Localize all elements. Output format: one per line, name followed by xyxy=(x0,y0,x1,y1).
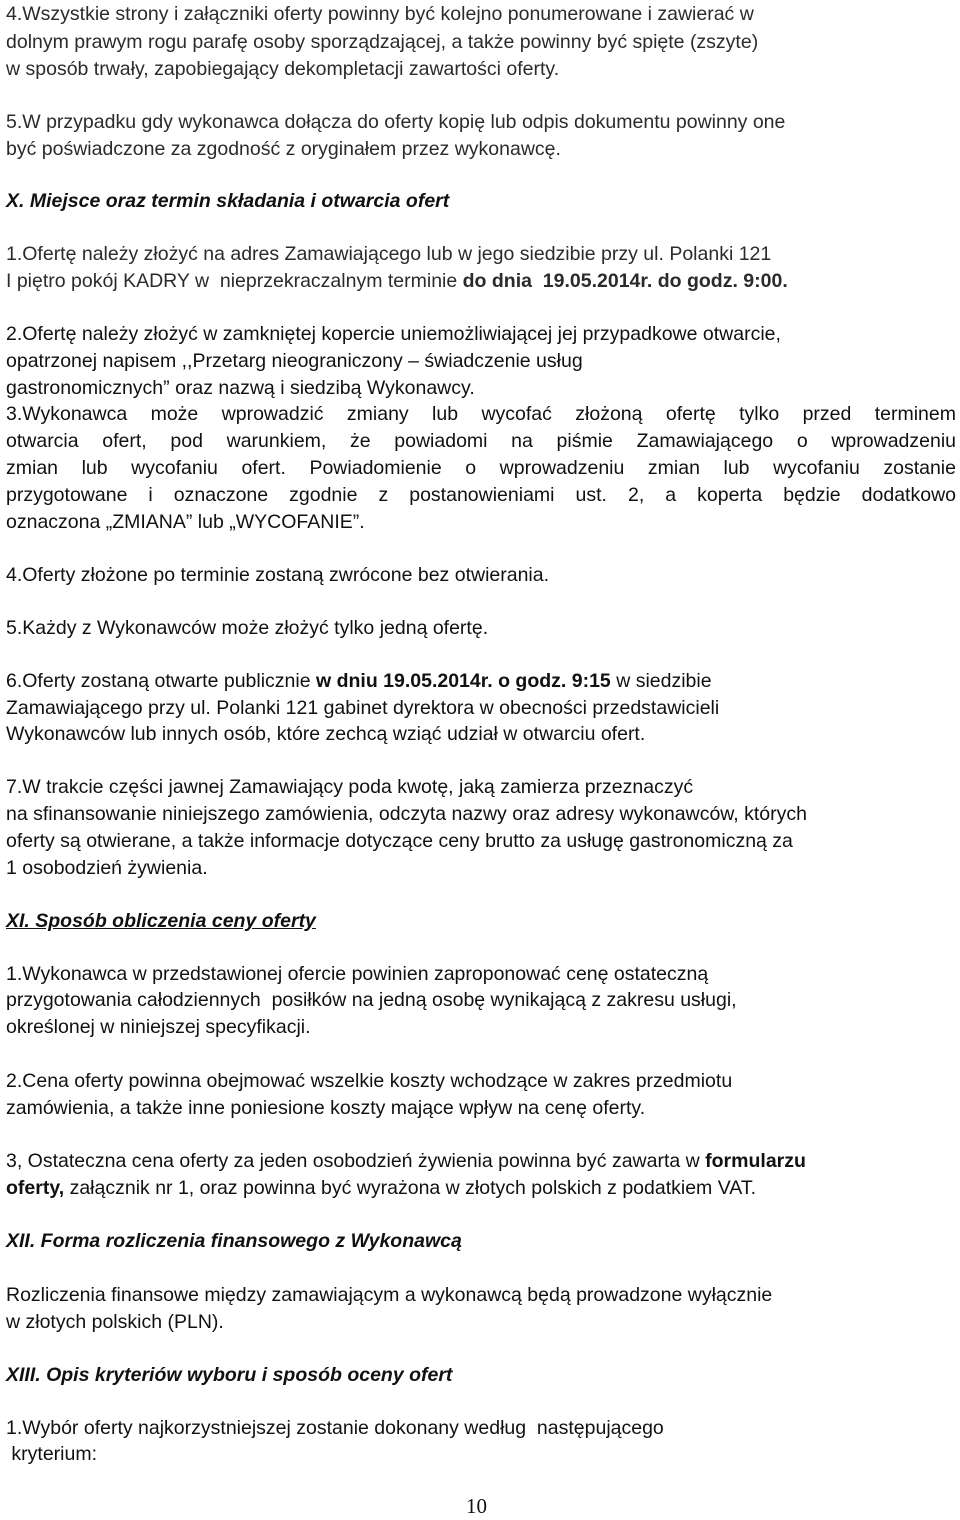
x1-line-1: 1.Ofertę należy złożyć na adres Zamawiającego lub w jego siedzibie przy ul. Polanki 121 xyxy=(6,243,772,265)
x1-line-2-text: I piętro pokój KADRY w nieprzekraczalnym terminie xyxy=(6,270,463,292)
xi1-line-3: określonej w niniejszej specyfikacji. xyxy=(6,1016,311,1038)
x3-line-2: otwarcia ofert, pod warunkiem, że powiadomi na piśmie Zamawiającego o wprowadzeniu xyxy=(6,430,956,452)
xiii1-line-2: kryterium: xyxy=(6,1443,98,1465)
x7-line-1: 7.W trakcie części jawnej Zamawiający poda kwotę, jaką zamierza przeznaczyć xyxy=(6,776,694,798)
x2-line-2: opatrzonej napisem ,,Przetarg nieograniczony – świadczenie usług xyxy=(6,350,583,372)
x1-line-2 xyxy=(6,269,788,295)
xi3-line-2 xyxy=(6,1176,756,1202)
section-x-heading: X. Miejsce oraz termin składania i otwarcia ofert xyxy=(6,190,450,212)
xi1-line-2: przygotowania całodziennych posiłków na jedną osobę wynikającą z zakresu usługi, xyxy=(6,989,737,1011)
x7-line-3: oferty są otwierane, a także informacje dotyczące ceny brutto za usługę gastronomiczną za xyxy=(6,830,793,852)
x6-line-1 xyxy=(6,669,712,695)
xi3-l2-a: oferty, xyxy=(6,1177,65,1199)
p5-line-1: 5.W przypadku gdy wykonawca dołącza do oferty kopię lub odpis dokumentu powinny one xyxy=(6,111,786,133)
page-number: 10 xyxy=(466,1494,487,1518)
x1-deadline: do dnia 19.05.2014r. do godz. 9:00. xyxy=(462,270,788,292)
xi2-line-2: zamówienia, a także inne poniesione koszty mające wpływ na cenę oferty. xyxy=(6,1097,646,1119)
xi2-line-1: 2.Cena oferty powinna obejmować wszelkie koszty wchodzące w zakres przedmiotu xyxy=(6,1070,733,1092)
xi3-line-1 xyxy=(6,1149,806,1175)
x6-line-3: Wykonawców lub innych osób, które zechcą wziąć udział w otwarciu ofert. xyxy=(6,723,646,745)
xiii1-line-1: 1.Wybór oferty najkorzystniejszej zostanie dokonany według następującego xyxy=(6,1417,664,1439)
p4-line-1: 4.Wszystkie strony i załączniki oferty powinny być kolejno ponumerowane i zawierać w xyxy=(6,3,754,25)
section-xi-heading: XI. Sposób obliczenia ceny oferty xyxy=(6,910,316,932)
x5-line-1: 5.Każdy z Wykonawców może złożyć tylko jedną ofertę. xyxy=(6,617,489,639)
x6-l1-c: w siedzibie xyxy=(610,670,712,692)
x3-line-4: przygotowane i oznaczone zgodnie z postanowieniami ust. 2, a koperta będzie dodatkowo xyxy=(6,484,956,506)
xi1-line-1: 1.Wykonawca w przedstawionej ofercie powinien zaproponować cenę ostateczną xyxy=(6,963,709,985)
xi3-l1-a: 3, Ostateczna cena oferty za jeden osobodzień żywienia powinna być zawarta w xyxy=(6,1150,706,1172)
x7-line-4: 1 osobodzień żywienia. xyxy=(6,857,208,879)
x3-line-1: 3.Wykonawca może wprowadzić zmiany lub wycofać złożoną ofertę tylko przed terminem xyxy=(6,403,956,425)
x6-line-2: Zamawiającego przy ul. Polanki 121 gabinet dyrektora w obecności przedstawicieli xyxy=(6,697,720,719)
p5-line-2: być poświadczone za zgodność z oryginałem przez wykonawcę. xyxy=(6,138,561,160)
x6-l1-b: w dniu 19.05.2014r. o godz. 9:15 xyxy=(316,670,611,692)
section-xiii-heading: XIII. Opis kryteriów wyboru i sposób oceny ofert xyxy=(6,1364,453,1386)
xi3-l2-b: załącznik nr 1, oraz powinna być wyrażona w złotych polskich z podatkiem VAT. xyxy=(64,1177,756,1199)
xi3-l1-b: formularzu xyxy=(705,1150,806,1172)
x3-line-3: zmian lub wycofaniu ofert. Powiadomienie o wprowadzeniu zmian lub wycofaniu zostanie xyxy=(6,457,956,479)
x2-line-3: gastronomicznych” oraz nazwą i siedzibą Wykonawcy. xyxy=(6,377,475,399)
p4-line-3: w sposób trwały, zapobiegający dekompletacji zawartości oferty. xyxy=(6,58,560,80)
p4-line-2: dolnym prawym rogu parafę osoby sporządzającej, a także powinny być spięte (zszyte) xyxy=(6,31,759,53)
x2-line-1: 2.Ofertę należy złożyć w zamkniętej kopercie uniemożliwiającej jej przypadkowe otwarcie, xyxy=(6,323,781,345)
x3-line-5: oznaczona „ZMIANA” lub „WYCOFANIE”. xyxy=(6,511,365,533)
section-xii-heading: XII. Forma rozliczenia finansowego z Wykonawcą xyxy=(6,1230,462,1252)
xii-line-1: Rozliczenia finansowe między zamawiającym a wykonawcą będą prowadzone wyłącznie xyxy=(6,1284,773,1306)
x7-line-2: na sfinansowanie niniejszego zamówienia, odczyta nazwy oraz adresy wykonawców, których xyxy=(6,803,807,825)
x6-l1-a: 6.Oferty zostaną otwarte publicznie xyxy=(6,670,316,692)
x4-line-1: 4.Oferty złożone po terminie zostaną zwrócone bez otwierania. xyxy=(6,564,550,586)
xii-line-2: w złotych polskich (PLN). xyxy=(6,1311,224,1333)
